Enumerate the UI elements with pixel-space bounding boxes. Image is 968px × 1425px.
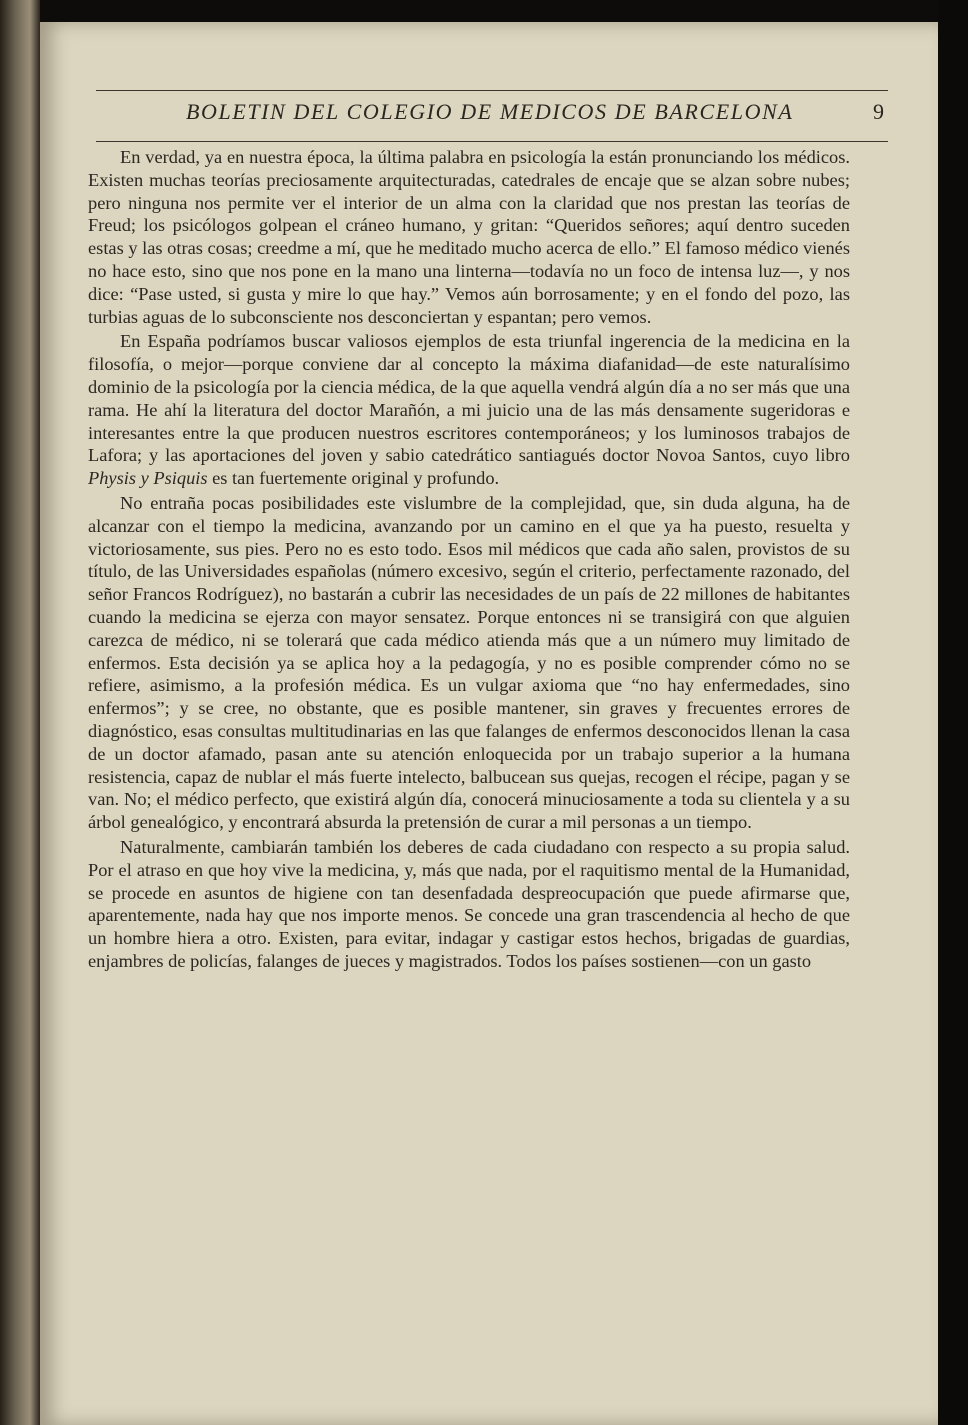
page-number: 9 (873, 99, 884, 124)
journal-title: BOLETIN DEL COLEGIO DE MEDICOS DE BARCELONA (186, 99, 794, 124)
paragraph-1: En verdad, ya en nuestra época, la última palabra en psicología la están pronunciando los médicos. Existen muchas teorías preciosamente arquitecturadas, catedrales de encaje que se alzan sobre nubes; pero ninguna nos permite ver el interior de un alma con la claridad que nos prestan las teorías de Freud; los psicólogos golpean el cráneo humano, y gritan: “Queridos señores; aquí dentro suceden estas y las otras cosas; creedme a mí, que he meditado mucho acerca de ello.” El famoso médico vienés no hace esto, sino que nos pone en la mano una linterna—todavía no un foco de intensa luz—, y nos dice: “Pase usted, si gusta y mire lo que hay.” Vemos aún borrosamente; y en el fondo del pozo, las turbias aguas de lo subconsciente nos desconciertan y espantan; pero vemos. (88, 147, 850, 327)
paragraph-4: Naturalmente, cambiarán también los deberes de cada ciudadano con respecto a su propia salud. Por el atraso en que hoy vive la medicina, y, más que nada, por el raquitismo mental de la Humanidad, se procede en asuntos de higiene con tan desenfadada despreocupación que puede afirmarse que, aparentemente, nada hay que nos importe menos. Se concede una gran trascendencia al hecho de que un hombre hiera a otro. Existen, para evitar, indagar y castigar estos hechos, brigadas de guardias, enjambres de policías, falanges de jueces y magistrados. Todos los países sostienen—con un gasto (88, 836, 850, 971)
paragraph-2-text-before: En España podríamos buscar valiosos ejemplos de esta triunfal ingerencia de la medicina en la filosofía, o mejor—porque conviene dar al concepto la máxima diafanidad—de este naturalísimo dominio de la psicología por la ciencia médica, de la que aquella vendrá algún día a no ser más que una rama. He ahí la literatura del doctor Marañón, a mi juicio una de las más densamente sugeridoras e interesantes entre la que producen nuestros escritores contemporáneos; y los luminosos trabajos de Lafora; y las aportaciones del joven y sabio catedrático santiagués doctor Novoa Santos, cuyo libro (88, 331, 850, 466)
book-title: Physis y Psiquis (88, 468, 208, 489)
book-gutter (0, 0, 40, 1425)
document-page (40, 22, 938, 1425)
paragraph-3: No entraña pocas posibilidades este vislumbre de la complejidad, que, sin duda alguna, ha de alcanzar con el tiempo la medicina, avanzando por un camino en el que ya ha puesto, resuelta y victoriosamente, sus pies. Pero no es esto todo. Esos mil médicos que cada año salen, provistos de su título, de las Universidades españolas (número excesivo, según el criterio, perfectamente razonado, del señor Francos Rodríguez), no bastarán a cubrir las necesidades de un país de 22 millones de habitantes cuando la medicina se ejerza con mayor sensatez. Porque entonces ni se transigirá con que alguien carezca de médico, ni se tolerará que cada médico atienda más que a un número muy limitado de enfermos. Esta decisión ya se aplica hoy a la pedagogía, y no es posible comprender cómo no se refiere, asimismo, a la profesión médica. Es un vulgar axioma que “no hay enfermedades, sino enfermos”; y se cree, no obstante, que es posible mantener, sin graves y frecuentes errores de diagnóstico, esas consultas multitudinarias en las que falanges de enfermos desconocidos llenan la casa de un doctor afamado, pasan ante su atención enloquecida por un trabajo superior a la humana resistencia, capaz de nublar el más fuerte intelecto, balbucean sus quejas, recogen el récipe, pagan y se van. No; el médico perfecto, que existirá algún día, conocerá minuciosamente a toda su clientela y a su árbol genealógico, y encontrará absurda la pretensión de curar a mil personas a un tiempo. (88, 492, 850, 833)
paragraph-2 (88, 330, 850, 490)
paragraph-2-text-after: es tan fuertemente original y profundo. (207, 468, 500, 489)
scan-edge (938, 0, 968, 1425)
running-header (96, 90, 888, 142)
article-body (88, 146, 850, 973)
